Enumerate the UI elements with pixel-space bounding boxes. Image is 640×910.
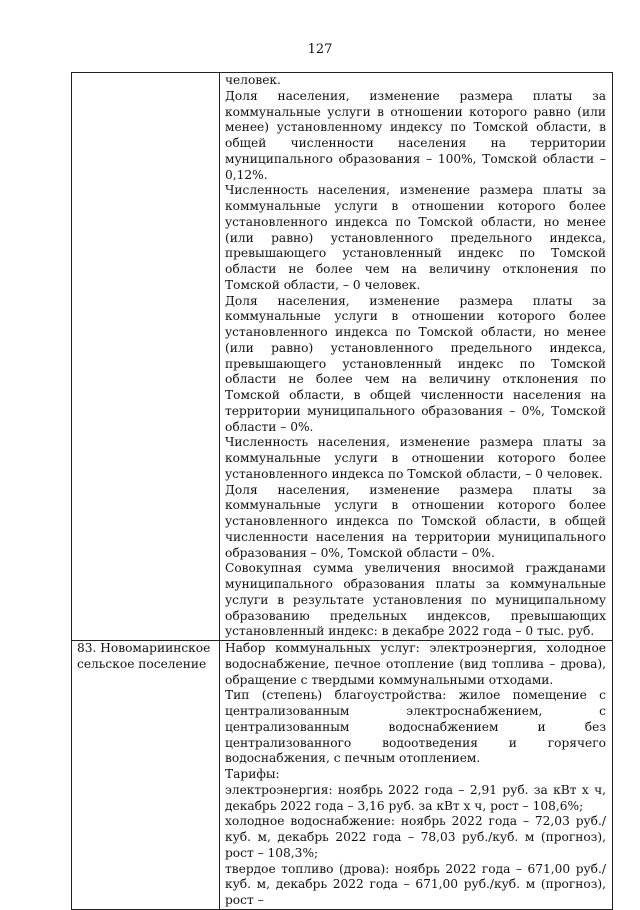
paragraph: Тарифы:: [225, 767, 280, 781]
paragraph: твердое топливо (дрова): ноябрь 2022 года – 671,00 руб./куб. м, декабрь 2022 года – 671,00 руб./куб. м (прогноз), рост –: [225, 861, 606, 907]
details-cell: [220, 73, 613, 641]
paragraph: Набор коммунальных услуг: электроэнергия, холодное водоснабжение, печное отопление (вид топлива – дрова), обращение с твердыми коммунальными отходами.: [225, 641, 606, 687]
paragraph: Доля населения, изменение размера платы за коммунальные услуги в отношении которого более установленного индекса по Томской области, в общей численности населения на территории муниципального образования – 0%, Томской области – 0%.: [225, 482, 606, 560]
municipality-cell: 83. Новомариинское сельское поселение: [72, 641, 220, 910]
table-row: [72, 73, 613, 641]
paragraph: Доля населения, изменение размера платы за коммунальные услуги в отношении которого более установленного индекса по Томской области, но менее (или равно) установленного предельного индекса, превышающего установленный индекс по Томской области не более чем на величину отклонения по Томской области, в общей численности населения на территории муниципального образования – 0%, Томской области – 0%.: [225, 293, 606, 434]
paragraph: холодное водоснабжение: ноябрь 2022 года – 72,03 руб./куб. м, декабрь 2022 года – 78,03 руб./куб. м (прогноз), рост – 108,3%;: [225, 814, 606, 860]
paragraph: Тип (степень) благоустройства: жилое помещение с централизованным электроснабжением, с централизованным водоснабжением и без централизованного водоотведения и горячего водоснабжения, с печным отоплением.: [225, 688, 606, 766]
paragraph: Совокупная сумма увеличения вносимой гражданами муниципального образования платы за коммунальные услуги в результате установления по муниципальному образованию предельных индексов, превышающих установленный индекс: в декабре 2022 года – 0 тыс. руб.: [225, 561, 606, 639]
municipal-indices-table: [71, 72, 613, 910]
paragraph: Численность населения, изменение размера платы за коммунальные услуги в отношении которого более установленного индекса по Томской области, – 0 человек.: [225, 435, 606, 481]
municipality-cell: [72, 73, 220, 641]
details-cell: [220, 641, 613, 910]
paragraph: Доля населения, изменение размера платы за коммунальные услуги в отношении которого равно (или менее) установленному индексу по Томской области, в общей численности населения на территории муниципального образования – 100%, Томской области – 0,12%.: [225, 88, 606, 182]
paragraph: электроэнергия: ноябрь 2022 года – 2,91 руб. за кВт х ч, декабрь 2022 года – 3,16 руб. за кВт х ч, рост – 108,6%;: [225, 782, 606, 813]
paragraph: Численность населения, изменение размера платы за коммунальные услуги в отношении которого более установленного индекса по Томской области, но менее (или равно) установленного предельного индекса, превышающего установленный индекс по Томской области не более чем на величину отклонения по Томской области, – 0 человек.: [225, 183, 606, 292]
table-row: [72, 641, 613, 910]
paragraph: человек.: [225, 73, 281, 87]
page-number: 127: [307, 42, 333, 57]
